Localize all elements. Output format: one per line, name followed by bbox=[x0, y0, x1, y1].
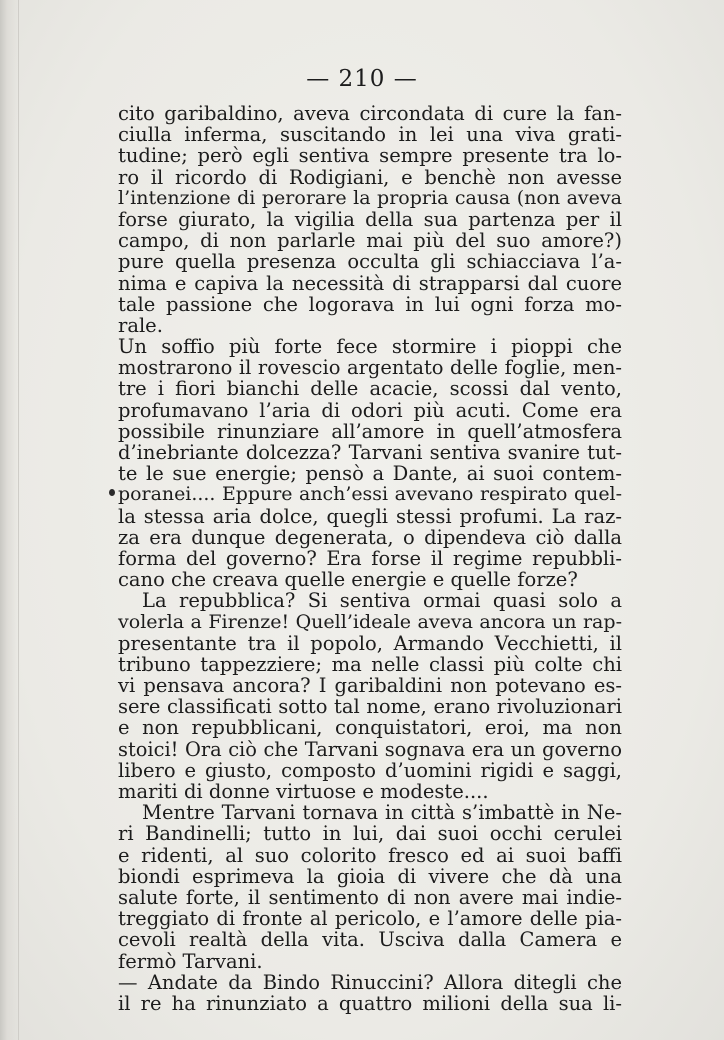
text-line: forma del governo? Era forse il regime repubbli- bbox=[118, 546, 622, 570]
text-line: cevoli realtà della vita. Usciva dalla Camera e bbox=[118, 928, 622, 952]
text-line: tre i fiori bianchi delle acacie, scossi dal vento, bbox=[118, 377, 622, 401]
text-line: cito garibaldino, aveva circondata di cure la fan- bbox=[118, 102, 622, 125]
text-line: za era dunque degenerata, o dipendeva ciò dalla bbox=[118, 525, 622, 549]
text-line: forse giurato, la vigilia della sua partenza per il bbox=[118, 207, 622, 231]
text-line: ri Bandinelli; tutto in lui, dai suoi occhi cerulei bbox=[118, 822, 622, 846]
margin-ink-dot bbox=[109, 489, 115, 496]
text-line: d’inebriante dolcezza? Tarvani sentiva svanire tut- bbox=[118, 441, 622, 464]
text-line: La repubblica? Si sentiva ormai quasi solo a bbox=[142, 589, 622, 613]
text-line: poranei.... Eppure anch’essi avevano respirato quel- bbox=[118, 483, 622, 506]
text-line: vi pensava ancora? I garibaldini non potevano es- bbox=[118, 674, 622, 698]
body-text bbox=[118, 103, 622, 1014]
text-line: volerla a Firenze! Quell’ideale aveva ancora un rap- bbox=[118, 610, 622, 633]
text-line: rale. bbox=[118, 313, 163, 337]
text-line: mostrarono il rovescio argentato delle foglie, men- bbox=[118, 356, 622, 380]
text-line: ro il ricordo di Rodigiani, e benchè non avesse bbox=[118, 165, 622, 189]
text-line: tribuno tappezziere; ma nelle classi più colte chi bbox=[118, 652, 622, 676]
text-line: ciulla inferma, suscitando in lei una viva grati- bbox=[118, 123, 622, 147]
text-line: libero e giusto, composto d’uomini rigidi e saggi, bbox=[118, 758, 622, 782]
text-line: profumavano l’aria di odori più acuti. Come era bbox=[118, 398, 622, 422]
text-line: presentante tra il popolo, Armando Vecchietti, il bbox=[118, 631, 622, 655]
text-line: il re ha rinunziato a quattro milioni della sua li- bbox=[118, 991, 622, 1015]
text-line: campo, di non parlarle mai più del suo amore?) bbox=[118, 229, 622, 253]
text-line: biondi esprimeva la gioia di vivere che dà una bbox=[118, 864, 622, 888]
text-line: Un soffio più forte fece stormire i pioppi che bbox=[118, 335, 622, 359]
text-line: pure quella presenza occulta gli schiacciava l’a- bbox=[118, 250, 622, 274]
text-line: cano che creava quelle energie e quelle forze? bbox=[118, 568, 578, 592]
text-line: stoici! Ora ciò che Tarvani sognava era un governo bbox=[118, 737, 622, 761]
text-line: fermò Tarvani. bbox=[118, 949, 263, 973]
text-line: la stessa aria dolce, quegli stessi profumi. La raz- bbox=[118, 504, 622, 528]
text-line: sere classificati sotto tal nome, erano rivoluzionari bbox=[118, 695, 622, 719]
page-binding-shadow bbox=[0, 0, 18, 1040]
text-line: Mentre Tarvani tornava in città s’imbattè in Ne- bbox=[142, 801, 622, 825]
text-line: l’intenzione di perorare la propria causa (non aveva bbox=[118, 186, 622, 209]
page-number: — 210 — bbox=[306, 66, 418, 92]
text-line: salute forte, il sentimento di non avere mai indie- bbox=[118, 885, 622, 909]
text-line: treggiato di fronte al pericolo, e l’amore delle pia- bbox=[118, 907, 622, 931]
text-line: possibile rinunziare all’amore in quell’atmosfera bbox=[118, 419, 622, 443]
text-line: e ridenti, al suo colorito fresco ed ai suoi baffi bbox=[118, 843, 622, 867]
text-line: te le sue energie; pensò a Dante, ai suoi contem- bbox=[118, 462, 622, 486]
text-line: nima e capiva la necessità di strapparsi dal cuore bbox=[118, 271, 622, 295]
text-line: — Andate da Bindo Rinuccini? Allora ditegli che bbox=[118, 970, 622, 994]
text-line: tudine; però egli sentiva sempre presente tra lo- bbox=[118, 144, 622, 168]
text-line: tale passione che logorava in lui ogni forza mo- bbox=[118, 292, 622, 316]
page-binding-edge bbox=[18, 0, 19, 1040]
text-line: e non repubblicani, conquistatori, eroi, ma non bbox=[118, 716, 622, 740]
text-line: mariti di donne virtuose e modeste.... bbox=[118, 780, 489, 803]
